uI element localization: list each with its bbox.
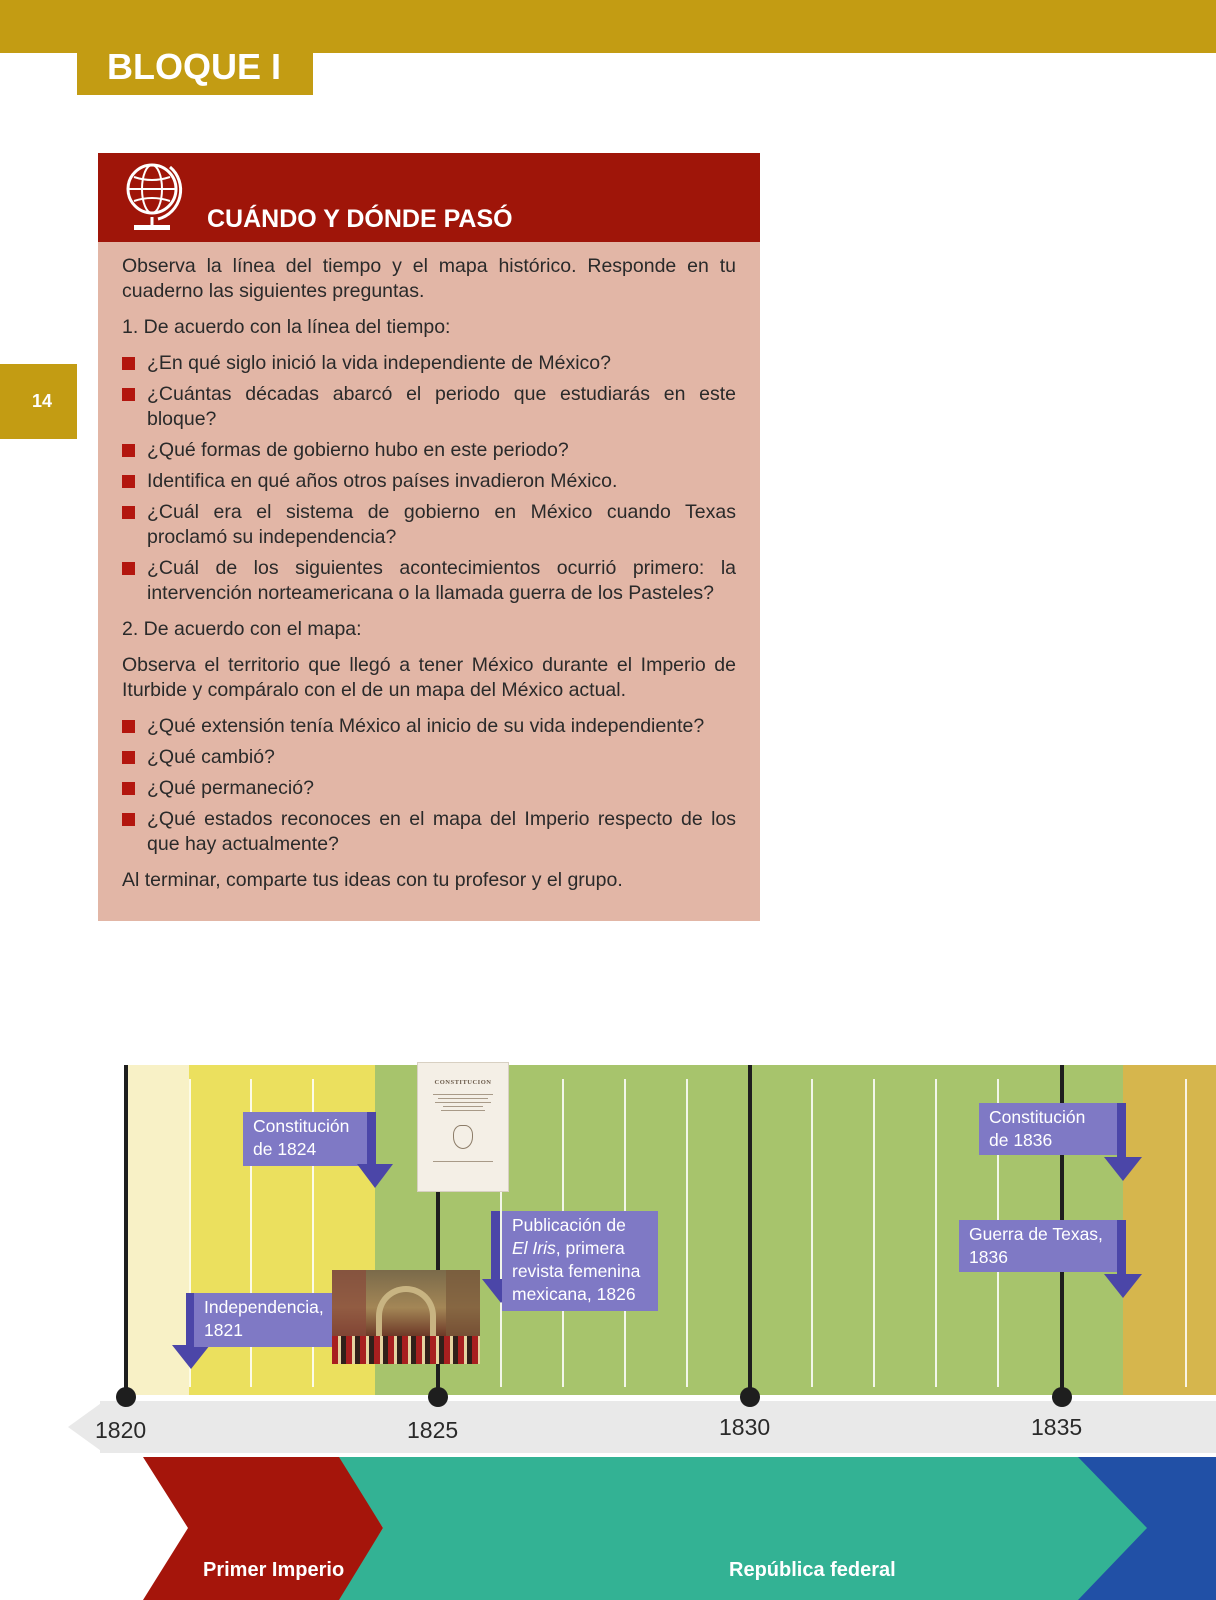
event-el-iris bbox=[502, 1211, 658, 1311]
activity-closing: Al terminar, comparte tus ideas con tu profesor y el grupo. bbox=[122, 869, 623, 891]
globe-icon bbox=[120, 161, 184, 233]
year-dot bbox=[740, 1387, 760, 1407]
event-text: Guerra de Texas, bbox=[969, 1224, 1103, 1244]
event-text: 1821 bbox=[204, 1320, 243, 1340]
list-item: ¿Cuántas décadas abarcó el periodo que estudiarás en este bloque? bbox=[122, 382, 736, 432]
event-text: de 1836 bbox=[989, 1130, 1053, 1150]
activity-body bbox=[122, 254, 736, 904]
period-primer-imperio: Primer Imperio bbox=[203, 1559, 345, 1581]
event-pointer-icon bbox=[1104, 1220, 1142, 1298]
event-text: Independencia, bbox=[204, 1297, 324, 1317]
year-line bbox=[124, 1065, 128, 1395]
list-item: ¿Qué estados reconoces en el mapa del Imperio respecto de los que hay actualmente? bbox=[122, 807, 736, 857]
section-2-list bbox=[122, 714, 736, 857]
event-text: Constitución bbox=[989, 1107, 1086, 1127]
gridline bbox=[873, 1079, 875, 1387]
year-dot bbox=[116, 1387, 136, 1407]
gridline bbox=[1185, 1079, 1187, 1387]
event-text: , primera bbox=[555, 1238, 625, 1258]
section-1-heading: 1. De acuerdo con la línea del tiempo: bbox=[122, 316, 451, 338]
year-line bbox=[748, 1065, 752, 1395]
section-2-intro: Observa el territorio que llegó a tener México durante el Imperio de Iturbide y compáralo con el de un mapa del México actual. bbox=[122, 654, 736, 701]
event-text bbox=[512, 1237, 648, 1260]
activity-header bbox=[98, 153, 760, 242]
year-label: 1830 bbox=[719, 1414, 771, 1440]
constitution-document-image bbox=[417, 1062, 509, 1192]
event-text: mexicana, 1826 bbox=[512, 1284, 636, 1304]
event-italic-title: El Iris bbox=[512, 1238, 556, 1258]
year-label: 1825 bbox=[407, 1417, 459, 1443]
activity-card bbox=[98, 153, 760, 921]
page-number: 14 bbox=[0, 364, 77, 439]
block-title: BLOQUE I bbox=[77, 38, 313, 95]
year-label: 1820 bbox=[95, 1417, 147, 1443]
gridline bbox=[811, 1079, 813, 1387]
independence-painting-image bbox=[332, 1270, 480, 1364]
event-independencia bbox=[194, 1293, 332, 1347]
section-1-list bbox=[122, 351, 736, 606]
gridline bbox=[686, 1079, 688, 1387]
year-dot bbox=[1052, 1387, 1072, 1407]
list-item: ¿Qué extensión tenía México al inicio de su vida independiente? bbox=[122, 714, 736, 739]
period-republica-federal: República federal bbox=[729, 1559, 896, 1581]
event-text: revista femenina bbox=[512, 1261, 641, 1281]
activity-intro: Observa la línea del tiempo y el mapa histórico. Responde en tu cuaderno las siguientes preguntas. bbox=[122, 255, 736, 302]
event-guerra-de-texas bbox=[959, 1220, 1121, 1272]
section-2-heading: 2. De acuerdo con el mapa: bbox=[122, 618, 362, 640]
event-text: de 1824 bbox=[253, 1139, 317, 1159]
event-text: Constitución bbox=[253, 1116, 350, 1136]
year-label: 1835 bbox=[1031, 1414, 1083, 1440]
event-constitucion-1836 bbox=[979, 1103, 1117, 1155]
list-item: ¿Qué formas de gobierno hubo en este periodo? bbox=[122, 438, 736, 463]
event-text: Publicación de bbox=[512, 1215, 626, 1235]
event-pointer-icon bbox=[357, 1112, 393, 1188]
activity-title: CUÁNDO Y DÓNDE PASÓ bbox=[207, 205, 513, 233]
list-item: ¿Qué cambió? bbox=[122, 745, 736, 770]
gridline bbox=[935, 1079, 937, 1387]
list-item: ¿En qué siglo inició la vida independiente de México? bbox=[122, 351, 736, 376]
timeline bbox=[0, 1065, 1216, 1600]
event-pointer-icon bbox=[1104, 1103, 1142, 1181]
list-item: ¿Cuál de los siguientes acontecimientos ocurrió primero: la intervención norteamericana o la llamada guerra de los Pasteles? bbox=[122, 556, 736, 606]
document-title: CONSTITUCION bbox=[434, 1079, 492, 1086]
list-item: Identifica en qué años otros países invadieron México. bbox=[122, 469, 736, 494]
event-text: 1836 bbox=[969, 1247, 1008, 1267]
list-item: ¿Qué permaneció? bbox=[122, 776, 736, 801]
list-item: ¿Cuál era el sistema de gobierno en México cuando Texas proclamó su independencia? bbox=[122, 500, 736, 550]
